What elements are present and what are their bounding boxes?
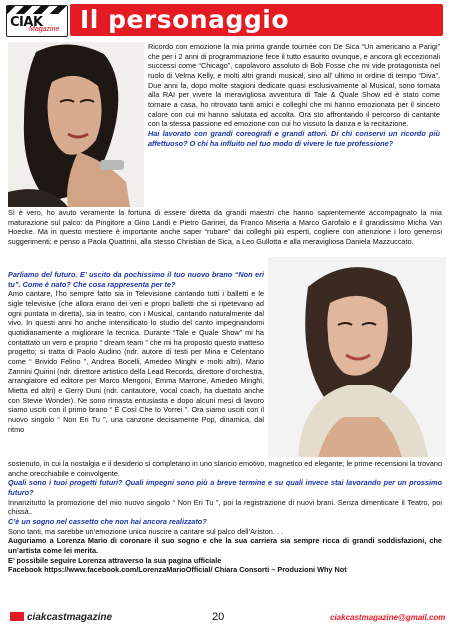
question-1: Hai lavorato con grandi coreografi e grandi attori. Di chi conservi un ricordo più affettuoso? O chi ha influito nel tuo modo di vivere le tue professione? bbox=[148, 128, 440, 148]
paragraph-facebook: Facebook https://www.facebook.com/LorenzaMarioOfficial/ Chiara Consorti – Produzioni Why Not bbox=[8, 565, 347, 575]
question-3: Quali sono i tuoi progetti futuri? Quali impegni sono più a breve termine e su quali invece stai lavorando per un prossimo futuro? bbox=[8, 478, 442, 497]
header bbox=[0, 0, 449, 40]
page-title: Il personaggio bbox=[80, 5, 290, 34]
paragraph-progetti: Innanzitutto la promozione del mio nuovo singolo “ Non Eri Tu ”, poi la registrazione di nuovi brani. Senza dimenticare il Teatro, poi chissà.. bbox=[8, 497, 442, 517]
paragraph-sogno: Sono tanti, ma sarebbe un’emozione unica riuscire a cantare sul palco dell’Ariston. . . bbox=[8, 526, 283, 536]
footer-email: ciakcastmagazine@gmail.com bbox=[330, 613, 446, 622]
paragraph-maestri: Sì è vero, ho avuto veramente la fortuna di essere diretta da grandi maestri che hanno sapientemente accompagnato la mia maturazione sul palco: da Pingitore a Gino Landi e Pietro Garinei, da Franco Miseria a Marco Garofalo e il grandissimo Micha Van Hoecke. Ma in questo mestiere è importante anche saper “rubare” dai colleghi più esperti, cogliere con attenzione i loro generosi suggerimenti; e penso a Paola Quattrini, alla stesso Christian de Sica, a Leo Gullotta e alla meravigliosa Daniela Mazzuccato. bbox=[8, 208, 442, 246]
film-icon bbox=[10, 612, 24, 621]
paragraph-auguri: Auguriamo a Lorenza Mario di coronare il suo sogno e che la sua carriera sia sempre ricca di grandi soddisfazioni, che un’artista come lei merita. bbox=[8, 536, 442, 555]
article-block-3 bbox=[8, 270, 264, 434]
paragraph-intro: Ricordo con emozione la mia prima grande tournée con De Sica “Un americano a Parigi” che per i 2 anni di programmazione fece il tutto esaurito ovunque, e ancora gli eccezionali successi come “Chicago”, capolavoro assoluto di Bob Fosse che mi vide protagonista nel ruolo di Velma Kelly, e molti altri grandi musical, sino all’ ultimo in ordine di tempo “Diva”. Due anni fa, dopo molte stagioni dedicate quasi esclusivamente al Musical, sono tornata alla RAI per vivere la meravigliosa avventura di Tale & Quale Show ed è stato come tornare a casa, ho ritrovato tanti amici e colleghi che mi hanno emozionata per il sincero calore con cui mi hanno salutata ed accolta. Ora sto affrontando il percorso di cantante con la stessa passione ed emozione con cui ho vissuto la danza e la recitazione. bbox=[148, 42, 440, 129]
article-block-4 bbox=[8, 459, 442, 575]
logo-name: CIAK bbox=[10, 15, 43, 30]
footer bbox=[0, 609, 449, 627]
clapperboard-icon bbox=[7, 6, 67, 14]
article-block-1 bbox=[148, 42, 440, 148]
footer-brand bbox=[10, 612, 112, 623]
logo-sub: Magazine bbox=[29, 26, 60, 33]
portrait-photo-2 bbox=[268, 257, 446, 457]
question-2: Parliamo del futuro. E’ uscito da pochissimo il tuo nuovo brano “Non eri tu”. Come è nato? Che cosa rappresenta per te? bbox=[8, 270, 264, 289]
title-banner bbox=[70, 4, 443, 36]
paragraph-cantare: Amo cantare, l’ho sempre fatto sia in Televisione cantando tutti i balletti e le sigle televisive (che allora erano dei veri e propri balletti che si ripetevano ad ogni puntata in diretta), sia in teatro, con i Musical, cantando naturalmente dal vivo. In questi anni ho anche intensificato lo studio del canto impegnandomi quotidianamente a migliorare la tecnica. Durante “Tale e Quale Show” mi ha contattato un vero e proprio “ dream team ” che mi ha proposto questo inatteso progetto; si tratta di Paolo Audino (ndr. autore di testi per Mina e Celentano come “ Brivido Felino ”, Andrea Bocelli, Amedeo Minghi e molti altri), Mario Zannini Quirini (ndr. direttore artistico della Lead Records, direttore d’orchestra, arrangiatore ed editore per Marco Mengoni, Emma Marrone, Amedeo Minghi, Mietta ed altri) e Gerry Duni (ndr. cantautore, vocal coach, ha duettato anche con Stevie Wonder). Ne sono rimasta entusiasta e dopo alcuni mesi di lavoro siamo usciti con il primo brano “ È Così Che Io Vorrei ”. Ora siamo usciti con il nuovo singolo “ Non Eri Tu ”, una canzone decisamente Pop, dinamica, dal ritmo bbox=[8, 289, 264, 434]
paragraph-cantare-cont: sostenuto, in cui la nostalgia e il desiderio si completano in uno slancio emotivo, magnetico ed elegante; le prime recensioni la trovano anche orecchiabile e coinvolgente. bbox=[8, 459, 442, 478]
footer-brand-text: ciakcastmagazine bbox=[27, 612, 113, 623]
page-number: 20 bbox=[212, 611, 225, 623]
question-4: C’è un sogno nel cassetto che non hai ancora realizzato? bbox=[8, 516, 207, 526]
article-block-2 bbox=[8, 208, 442, 247]
magazine-logo bbox=[6, 5, 68, 37]
portrait-photo-1 bbox=[8, 42, 144, 207]
paragraph-seguire: E’ possibile seguire Lorenza attraverso la sua pagina ufficiale bbox=[8, 555, 222, 565]
